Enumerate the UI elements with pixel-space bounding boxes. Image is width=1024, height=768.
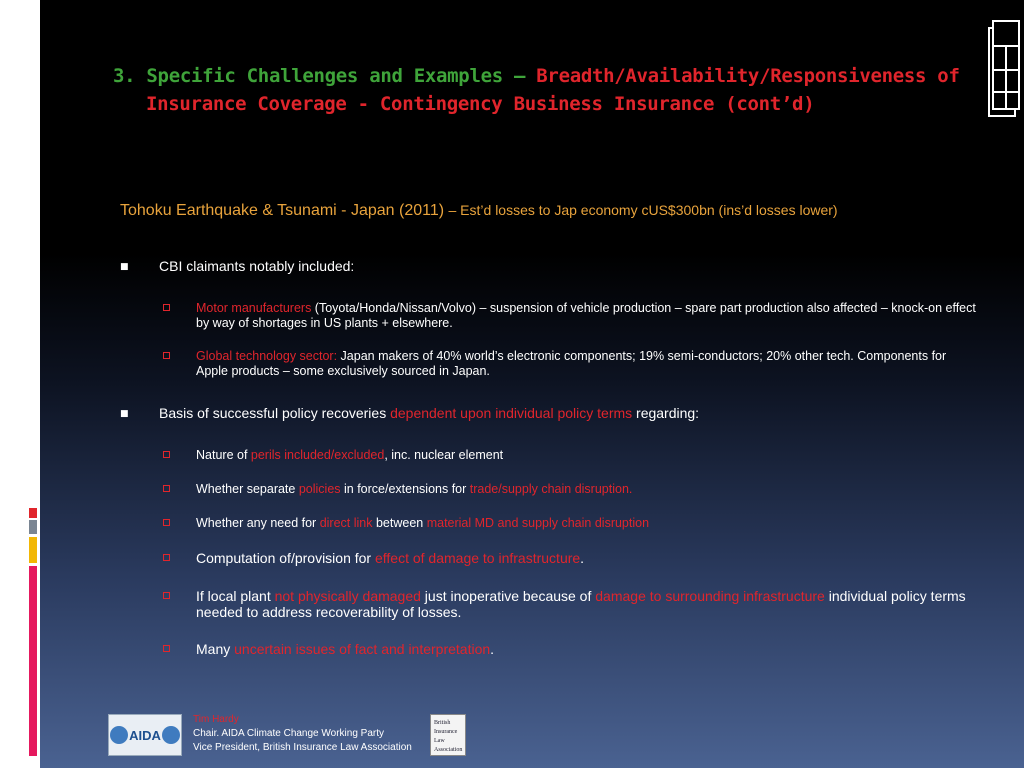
title-green: 3. Specific Challenges and Examples – xyxy=(113,65,526,87)
text-part: Computation of/provision for xyxy=(196,550,375,566)
sub-item-tech xyxy=(196,349,976,379)
text-red: effect of damage to infrastructure xyxy=(374,550,581,566)
text-red: material MD and supply chain disruption xyxy=(426,516,650,530)
sub-bullet-icon xyxy=(163,352,170,359)
sub-item-motor-text: (Toyota/Honda/Nissan/Volvo) – suspension of vehicle production – spare part production also affected – knock-on effect by way of shortages in US plants + elsewhere. xyxy=(196,301,976,330)
text-part: Whether any need for xyxy=(196,516,320,530)
sub-item-motor xyxy=(196,301,976,331)
text-part: , inc. nuclear element xyxy=(384,448,504,462)
sub-item-motor-red: Motor manufacturers xyxy=(196,301,312,315)
sub-bullet-icon xyxy=(163,451,170,458)
sub-bullet-icon xyxy=(163,592,170,599)
bullet2-post: regarding: xyxy=(632,405,700,421)
text-part: in force/extensions for xyxy=(340,482,470,496)
text-part: . xyxy=(580,550,585,566)
text-part: If local plant xyxy=(196,588,275,604)
sidebar-bar-red xyxy=(29,508,37,518)
sidebar-bar-pink xyxy=(29,566,37,756)
sub-item-policies xyxy=(196,482,976,497)
footer-text xyxy=(193,713,412,755)
sub-item-tech-red: Global technology sector: xyxy=(196,349,338,363)
text-part: between xyxy=(372,516,427,530)
sub-bullet-icon xyxy=(163,645,170,652)
sub-item-uncertain xyxy=(196,641,976,657)
aida-logo xyxy=(108,714,182,756)
slide-title xyxy=(113,62,973,118)
sub-item-computation xyxy=(196,550,976,566)
aida-logo-text: AIDA xyxy=(129,728,161,743)
text-red: policies xyxy=(298,482,341,496)
bila-logo-line: Association xyxy=(434,747,463,753)
text-part: just inoperative because of xyxy=(420,588,596,604)
bullet-square-icon: ■ xyxy=(120,262,129,272)
text-red: direct link xyxy=(319,516,373,530)
text-red: uncertain issues of fact and interpretation xyxy=(234,641,491,657)
bila-logo-line: Insurance xyxy=(434,729,458,735)
sidebar-bar-gray xyxy=(29,520,37,534)
sub-item-perils xyxy=(196,448,976,463)
bullet-square-icon: ■ xyxy=(120,409,129,419)
sub-item-local-plant xyxy=(196,588,966,620)
sidebar-bar-yellow xyxy=(29,537,37,563)
text-part: . xyxy=(490,641,495,657)
text-red: perils included/excluded xyxy=(250,448,385,462)
footer-line1: Chair. AIDA Climate Change Working Party xyxy=(193,728,385,739)
title-red-2: Insurance Coverage - Contingency Business Insurance (cont’d) xyxy=(146,93,815,115)
bullet2-text xyxy=(159,405,699,421)
bullet2-pre: Basis of successful policy recoveries xyxy=(159,405,391,421)
sub-item-direct-link xyxy=(196,516,976,531)
bullet2-red: dependent upon individual policy terms xyxy=(390,405,633,421)
bila-logo xyxy=(430,714,466,756)
sub-bullet-icon xyxy=(163,519,170,526)
title-red-1: Breadth/Availability/Responsiveness of xyxy=(536,65,960,87)
text-part: Many xyxy=(196,641,235,657)
text-red: trade/supply chain disruption. xyxy=(469,482,633,496)
text-part: Nature of xyxy=(196,448,251,462)
bila-logo-line: Law xyxy=(434,738,445,744)
sub-bullet-icon xyxy=(163,554,170,561)
text-part: Whether separate xyxy=(196,482,299,496)
footer-line2: Vice President, British Insurance Law Association xyxy=(193,742,412,753)
window-icon xyxy=(988,18,1020,118)
subheading xyxy=(120,202,1000,220)
text-part: individual policy terms needed to address recoverability of losses. xyxy=(196,588,966,620)
text-red: not physically damaged xyxy=(274,588,421,604)
bila-logo-line: British xyxy=(434,720,451,726)
footer-name: Tim Hardy xyxy=(193,714,239,725)
sub-item-tech-text: Japan makers of 40% world’s electronic components; 19% semi-conductors; 20% other tech. Components for Apple products – some exclusively sourced in Japan. xyxy=(196,349,947,378)
sub-bullet-icon xyxy=(163,304,170,311)
bullet1-text: CBI claimants notably included: xyxy=(159,258,355,274)
subhead-main: Tohoku Earthquake & Tsunami - Japan (2011) xyxy=(120,202,445,219)
subhead-rest: – Est’d losses to Jap economy cUS$300bn (ins’d losses lower) xyxy=(448,202,838,218)
text-red: damage to surrounding infrastructure xyxy=(595,588,825,604)
sub-bullet-icon xyxy=(163,485,170,492)
